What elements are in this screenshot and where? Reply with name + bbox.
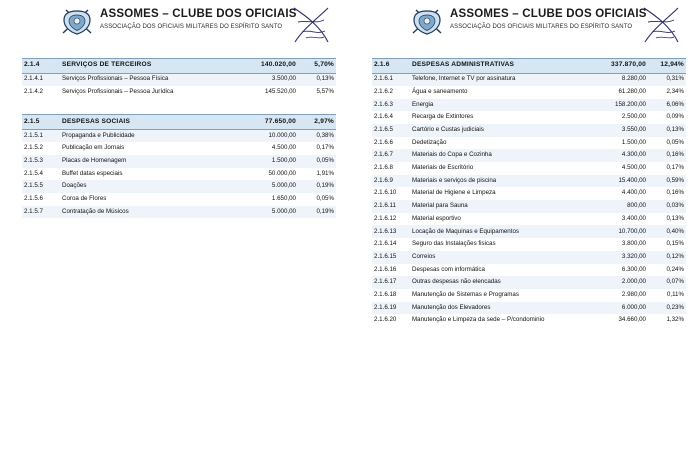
item-percent: 0,16% <box>648 149 686 162</box>
section-header-row <box>372 59 686 74</box>
table-row <box>372 187 686 200</box>
item-value: 3.400,00 <box>621 214 646 222</box>
item-description: Materiais do Copa e Cozinha <box>410 149 588 162</box>
table-row <box>372 149 686 162</box>
item-description: Material para Sauna <box>410 200 588 213</box>
item-code: 2.1.5.4 <box>24 169 43 177</box>
item-value: 10.000,00 <box>238 129 298 142</box>
item-description: Contratação de Músicos <box>60 206 238 219</box>
item-code: 2.1.6.2 <box>374 87 393 95</box>
item-code: 2.1.6.5 <box>372 124 410 137</box>
item-value: 3.800,00 <box>621 240 646 248</box>
item-value: 61.280,00 <box>618 87 646 95</box>
item-value: 10.700,00 <box>588 225 648 238</box>
table-row <box>372 238 686 251</box>
crossed-swords-crest-icon <box>60 6 94 36</box>
item-percent: 0,15% <box>666 240 684 248</box>
item-description: Dedetização <box>412 138 447 146</box>
budget-table-left <box>22 58 336 219</box>
table-row <box>372 175 686 188</box>
item-percent: 6,06% <box>648 99 686 112</box>
item-description: Material esportivo <box>412 214 461 222</box>
section-code: 2.1.6 <box>372 59 410 74</box>
item-code: 2.1.6.11 <box>372 200 410 213</box>
table-row <box>22 129 336 142</box>
item-percent: 0,17% <box>666 164 684 172</box>
item-description: Outras despesas não elencadas <box>410 276 588 289</box>
table-row <box>372 99 686 112</box>
item-percent: 1,91% <box>316 169 334 177</box>
item-description: Locação de Maquinas e Equipamentos <box>410 225 588 238</box>
item-code: 2.1.6.3 <box>372 99 410 112</box>
item-percent: 0,38% <box>298 129 336 142</box>
item-percent: 0,09% <box>666 113 684 121</box>
item-value: 4.300,00 <box>588 149 648 162</box>
table-row <box>22 86 336 99</box>
item-percent: 0,17% <box>316 144 334 152</box>
page-title: ASSOMES – CLUBE DOS OFICIAIS <box>450 8 647 20</box>
item-percent: 0,11% <box>666 290 684 298</box>
item-code: 2.1.6.14 <box>374 240 397 248</box>
item-description: Seguro das Instalações fisicas <box>412 240 496 248</box>
section-description: SERVIÇOS DE TERCEIROS <box>60 59 238 74</box>
table-row <box>372 137 686 150</box>
table-row <box>372 314 686 327</box>
document-page-right <box>350 0 700 467</box>
item-percent: 0,19% <box>298 180 336 193</box>
item-percent: 0,13% <box>666 214 684 222</box>
item-description: Correios <box>410 251 588 264</box>
section-value: 140.020,00 <box>238 59 298 74</box>
item-code: 2.1.5.3 <box>22 155 60 168</box>
budget-table-right-body <box>372 59 686 327</box>
table-row <box>372 302 686 315</box>
item-percent: 0,59% <box>648 175 686 188</box>
item-code: 2.1.6.1 <box>372 73 410 86</box>
section-percent: 2,97% <box>298 115 336 130</box>
item-description: Manutenção e Limpeza da sede – P/condominio <box>412 316 545 324</box>
item-code: 2.1.6.20 <box>374 316 397 324</box>
item-description: Material de Higiene e Limpeza <box>412 189 496 197</box>
item-value: 5.000,00 <box>238 180 298 193</box>
item-description: Manutenção de Sistemas e Programas <box>412 290 519 298</box>
item-code: 2.1.4.2 <box>24 87 43 95</box>
item-description: Materiais e serviços de piscina <box>410 175 588 188</box>
item-description: Água e saneamento <box>412 87 468 95</box>
page-header-right <box>350 0 700 54</box>
item-code: 2.1.6.13 <box>372 225 410 238</box>
item-code: 2.1.6.6 <box>374 138 393 146</box>
item-code: 2.1.6.12 <box>374 214 397 222</box>
item-value: 1.650,00 <box>271 195 296 202</box>
item-description: Coroa de Flores <box>62 195 107 202</box>
item-description: Energia <box>410 99 588 112</box>
item-value: 34.660,00 <box>618 316 646 324</box>
item-description: Publicação em Jornais <box>62 144 125 152</box>
section-value: 77.650,00 <box>238 115 298 130</box>
section-percent: 5,70% <box>298 59 336 74</box>
item-percent: 0,03% <box>648 200 686 213</box>
table-row <box>22 193 336 206</box>
item-value: 6.000,00 <box>588 302 648 315</box>
table-row <box>372 225 686 238</box>
item-percent: 0,40% <box>648 225 686 238</box>
table-row <box>372 289 686 302</box>
table-row <box>372 276 686 289</box>
item-percent: 0,23% <box>648 302 686 315</box>
item-value: 1.500,00 <box>238 155 298 168</box>
item-percent: 0,05% <box>316 195 334 202</box>
table-row <box>22 73 336 86</box>
item-code: 2.1.6.15 <box>372 251 410 264</box>
item-code: 2.1.6.10 <box>374 189 397 197</box>
item-value: 4.500,00 <box>621 164 646 172</box>
item-description: Recarga de Extintores <box>412 113 474 121</box>
item-code: 2.1.5.7 <box>22 206 60 219</box>
table-row <box>372 73 686 86</box>
item-value: 8.280,00 <box>588 73 648 86</box>
table-row <box>22 142 336 155</box>
item-code: 2.1.4.1 <box>22 73 60 86</box>
table-row <box>372 86 686 99</box>
table-row <box>372 111 686 124</box>
item-code: 2.1.6.4 <box>374 113 393 121</box>
table-row <box>372 213 686 226</box>
table-row <box>22 206 336 219</box>
item-percent: 5,57% <box>316 87 334 95</box>
table-row <box>22 155 336 168</box>
handwritten-signature-icon <box>286 2 332 46</box>
item-code: 2.1.6.8 <box>374 164 393 172</box>
item-description: Propaganda e Publicidade <box>60 129 238 142</box>
item-value: 1.500,00 <box>621 138 646 146</box>
handwritten-signature-icon <box>636 2 682 46</box>
item-code: 2.1.6.18 <box>374 290 397 298</box>
item-percent: 2,34% <box>666 87 684 95</box>
table-row <box>22 168 336 181</box>
item-code: 2.1.6.7 <box>372 149 410 162</box>
table-row <box>372 251 686 264</box>
item-percent: 0,16% <box>666 189 684 197</box>
section-header-row <box>22 59 336 74</box>
item-code: 2.1.5.2 <box>24 144 43 152</box>
item-value: 2.500,00 <box>621 113 646 121</box>
item-description: Materiais de Escritório <box>412 164 474 172</box>
page-header-left <box>0 0 350 54</box>
item-value: 2.000,00 <box>588 276 648 289</box>
page-subtitle: ASSOCIAÇÃO DOS OFICIAIS MILITARES DO ESPÍRITO SANTO <box>450 24 633 30</box>
item-value: 15.400,00 <box>588 175 648 188</box>
item-value: 3.500,00 <box>238 73 298 86</box>
item-percent: 0,24% <box>666 265 684 273</box>
table-row <box>372 162 686 175</box>
item-value: 5.000,00 <box>238 206 298 219</box>
item-code: 2.1.5.1 <box>22 129 60 142</box>
page-subtitle: ASSOCIAÇÃO DOS OFICIAIS MILITARES DO ESPÍRITO SANTO <box>100 24 283 30</box>
item-value: 3.320,00 <box>588 251 648 264</box>
item-percent: 0,13% <box>648 124 686 137</box>
item-code: 2.1.6.16 <box>374 265 397 273</box>
section-description: DESPESAS SOCIAIS <box>60 115 238 130</box>
item-code: 2.1.6.9 <box>372 175 410 188</box>
item-value: 2.980,00 <box>621 290 646 298</box>
item-percent: 0,13% <box>298 73 336 86</box>
item-code: 2.1.5.5 <box>22 180 60 193</box>
table-spacer-row <box>22 99 336 115</box>
item-value: 158.200,00 <box>588 99 648 112</box>
item-description: Doações <box>60 180 238 193</box>
item-description: Buffet datas especiais <box>62 169 123 177</box>
item-description: Serviços Profissionais – Pessoa Jurídica <box>62 87 174 95</box>
item-description: Telefone, Internet e TV por assinatura <box>410 73 588 86</box>
table-row <box>372 124 686 137</box>
table-row <box>372 200 686 213</box>
budget-table-left-body <box>22 59 336 219</box>
item-code: 2.1.6.17 <box>372 276 410 289</box>
item-value: 4.400,00 <box>621 189 646 197</box>
table-row <box>372 264 686 277</box>
item-percent: 0,07% <box>648 276 686 289</box>
item-description: Serviços Profissionais – Pessoa Física <box>60 73 238 86</box>
item-description: Manutenção dos Elevadores <box>410 302 588 315</box>
item-percent: 0,19% <box>298 206 336 219</box>
item-value: 4.500,00 <box>271 144 296 152</box>
item-description: Despesas com informática <box>412 265 485 273</box>
section-code: 2.1.4 <box>22 59 60 74</box>
item-percent: 0,31% <box>648 73 686 86</box>
section-value: 337.870,00 <box>588 59 648 74</box>
item-description: Cartório e Custas judiciais <box>410 124 588 137</box>
budget-table-right <box>372 58 686 327</box>
page-title: ASSOMES – CLUBE DOS OFICIAIS <box>100 8 297 20</box>
item-code: 2.1.6.19 <box>372 302 410 315</box>
section-description: DESPESAS ADMINISTRATIVAS <box>410 59 588 74</box>
section-code: 2.1.5 <box>22 115 60 130</box>
item-value: 3.550,00 <box>588 124 648 137</box>
table-row <box>22 180 336 193</box>
item-value: 6.300,00 <box>621 265 646 273</box>
crossed-swords-crest-icon <box>410 6 444 36</box>
item-description: Placas de Homenagem <box>60 155 238 168</box>
item-percent: 0,12% <box>648 251 686 264</box>
item-value: 50.000,00 <box>268 169 296 177</box>
item-percent: 1,32% <box>666 316 684 324</box>
section-header-row <box>22 115 336 130</box>
item-code: 2.1.5.6 <box>24 195 43 202</box>
item-value: 800,00 <box>588 200 648 213</box>
item-percent: 0,05% <box>666 138 684 146</box>
section-percent: 12,94% <box>648 59 686 74</box>
item-value: 145.520,00 <box>265 87 296 95</box>
item-percent: 0,05% <box>298 155 336 168</box>
